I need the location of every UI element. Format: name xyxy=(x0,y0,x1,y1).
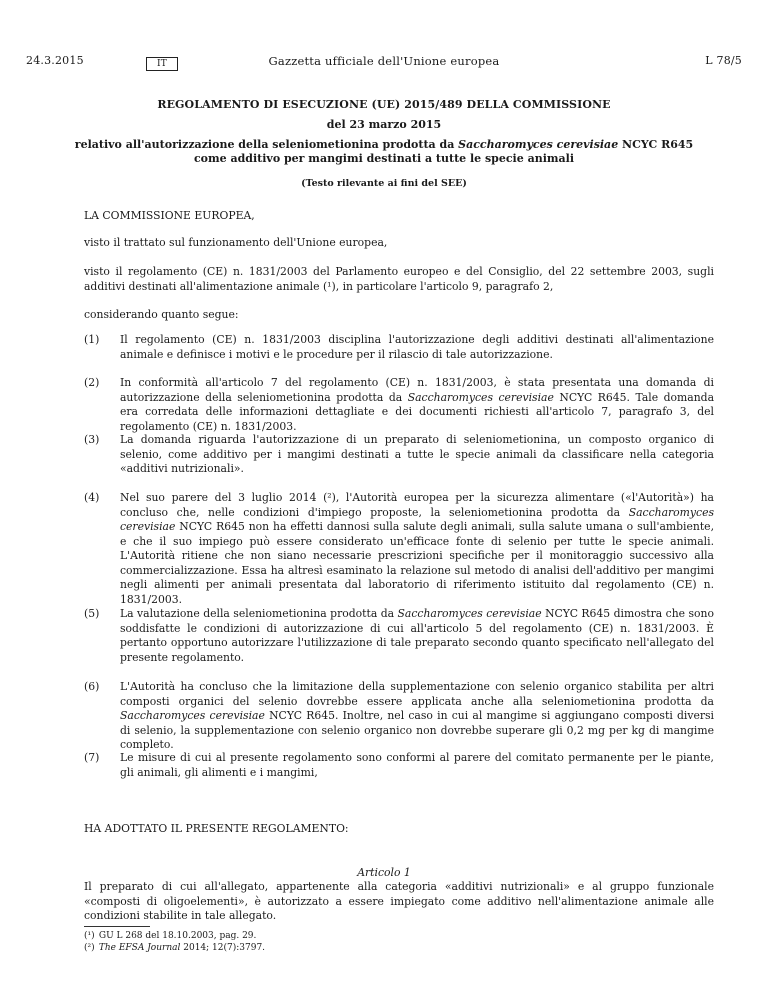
considerando-line: considerando quanto segue: xyxy=(84,308,239,321)
article-heading: Articolo 1 xyxy=(357,866,411,879)
header-date: 24.3.2015 xyxy=(26,54,84,67)
visto-treaty: visto il trattato sul funzionamento dell'Unione europea, xyxy=(84,236,388,249)
commission-line: LA COMMISSIONE EUROPEA, xyxy=(84,209,255,222)
recital-number: (3) xyxy=(84,433,100,446)
regulation-title: REGOLAMENTO DI ESECUZIONE (UE) 2015/489 DELLA COMMISSIONE xyxy=(157,98,611,111)
regulation-date: del 23 marzo 2015 xyxy=(326,118,442,131)
footnote xyxy=(84,931,256,942)
page-reference: L 78/5 xyxy=(705,54,742,67)
recital-number: (7) xyxy=(84,751,100,764)
subject-species: Saccharomyces cerevisiae xyxy=(458,138,619,151)
visto-regulation: visto il regolamento (CE) n. 1831/2003 del Parlamento europeo e del Consiglio, del 22 settembre 2003, sugli additivi destinati all'alimentazione animale (¹), in particolare l'articolo 9, paragrafo 2, xyxy=(84,265,714,293)
journal-title: Gazzetta ufficiale dell'Unione europea xyxy=(268,54,500,68)
recital-text: Le misure di cui al presente regolamento sono conformi al parere del comitato permanente per le piante, gli animali, gli alimenti e i mangimi, xyxy=(120,751,714,779)
recital-number: (5) xyxy=(84,607,100,620)
recital-text: La valutazione della seleniometionina prodotta da Saccharomyces cerevisiae NCYC R645 dimostra che sono soddisfatte le condizioni di autorizzazione di cui all'articolo 5 del regolamento (CE) n. 1831/2003. È pertanto opportuno autorizzare l'utilizzazione di tale preparato secondo quanto specificato nell'allegato del presente regolamento. xyxy=(120,607,714,664)
recital-text: La domanda riguarda l'autorizzazione di un preparato di seleniometionina, un composto organico di selenio, come additivo per i mangimi destinati a tutte le specie animali da classificare nella categoria «additivi nutrizionali». xyxy=(120,433,714,475)
footnote-key: (²) xyxy=(84,943,95,953)
recital-number: (4) xyxy=(84,491,100,504)
recital-number: (6) xyxy=(84,680,100,693)
recital-text: Il regolamento (CE) n. 1831/2003 disciplina l'autorizzazione degli additivi destinati all'alimentazione animale e definisce i motivi e le procedure per il rilascio di tale autorizzazione. xyxy=(120,333,714,361)
recital-text: Nel suo parere del 3 luglio 2014 (²), l'Autorità europea per la sicurezza alimentare («l'Autorità») ha concluso che, nelle condizioni d'impiego proposte, la seleniometionina prodotta da Saccharomyces cerevisiae NCYC R645 non ha effetti dannosi sulla salute degli animali, sulla salute umana o sull'ambiente, e che il suo impiego può essere considerato un'efficace fonte di selenio per tutte le specie animali. L'Autorità ritiene che non siano necessarie prescrizioni specifiche per il monitoraggio successivo alla commercializzazione. Essa ha altresì esaminato la relazione sul metodo di analisi dell'additivo per mangimi negli alimenti per animali presentata dal laboratorio di riferimento istituito dal regolamento (CE) n. 1831/2003. xyxy=(120,491,714,606)
subject-part1: relativo all'autorizzazione della seleniometionina prodotta da xyxy=(74,138,459,151)
subject-line2: come additivo per mangimi destinati a tutte le specie animali xyxy=(193,152,574,165)
language-code-box: IT xyxy=(146,57,178,71)
footnote-text: GU L 268 del 18.10.2003, pag. 29. xyxy=(98,931,257,941)
footnote-text: The EFSA Journal 2014; 12(7):3797. xyxy=(98,943,266,953)
adopted-line: HA ADOTTATO IL PRESENTE REGOLAMENTO: xyxy=(84,822,349,835)
recital-text: L'Autorità ha concluso che la limitazione della supplementazione con selenio organico stabilita per altri composti organici del selenio dovrebbe essere applicata anche alla seleniometionina prodotta da Saccharomyces cerevisiae NCYC R645. Inoltre, nel caso in cui al mangime si aggiungano composti diversi di selenio, la supplementazione con selenio organico non dovrebbe superare gli 0,2 mg per kg di mangime completo. xyxy=(120,680,714,751)
recital-text: In conformità all'articolo 7 del regolamento (CE) n. 1831/2003, è stata presentata una domanda di autorizzazione della seleniometionina prodotta da Saccharomyces cerevisiae NCYC R645. Tale domanda era corredata delle informazioni dettagliate e dei documenti richiesti all'articolo 7, paragrafo 3, del regolamento (CE) n. 1831/2003. xyxy=(120,376,715,433)
footnote xyxy=(84,943,265,954)
footnote-divider xyxy=(84,926,150,927)
recital-number: (1) xyxy=(84,333,100,346)
footnote-key: (¹) xyxy=(84,931,95,941)
eea-relevance: (Testo rilevante ai fini del SEE) xyxy=(301,178,467,189)
subject-part2: NCYC R645 xyxy=(618,138,694,151)
recital-number: (2) xyxy=(84,376,100,389)
regulation-subject xyxy=(40,138,728,166)
article-text: Il preparato di cui all'allegato, appartenente alla categoria «additivi nutrizionali» e al gruppo funzionale «composti di oligoelementi», è autorizzato a essere impiegato come additivo nell'alimentazione animale alle condizioni stabilite in tale allegato. xyxy=(84,880,714,922)
